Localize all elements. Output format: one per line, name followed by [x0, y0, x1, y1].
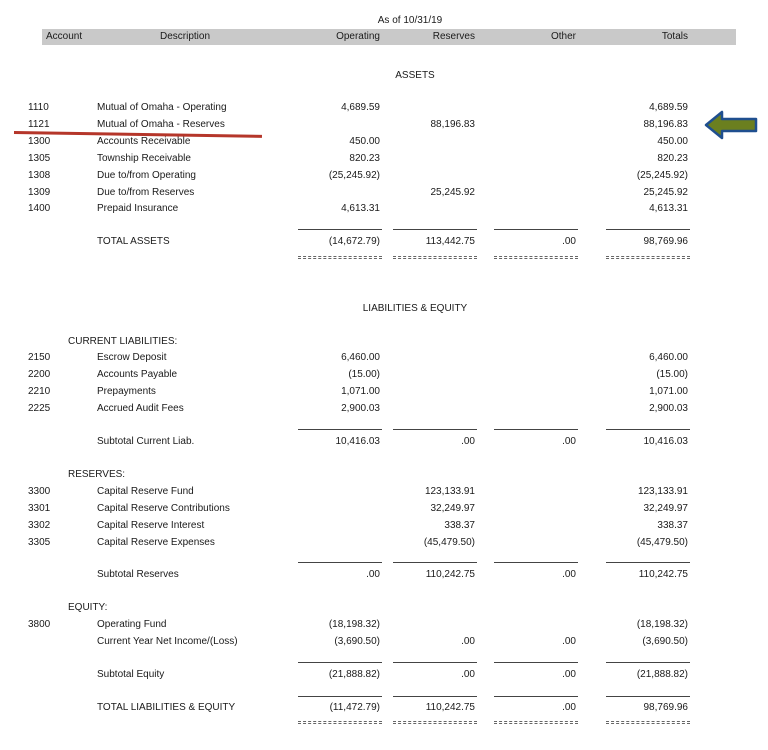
current-liab-row-tot: (15.00) [656, 369, 688, 380]
asset-row-acct: 1121 [28, 119, 50, 130]
subtotal-reserves-op: .00 [366, 569, 380, 580]
asset-row-desc: Due to/from Operating [97, 170, 196, 181]
equity-row-acct: 3800 [28, 619, 51, 630]
rule-line [494, 562, 578, 563]
asset-row-op: 4,613.31 [341, 203, 380, 214]
asset-row-tot: 4,689.59 [649, 102, 688, 113]
total-liab-equity-res: 110,242.75 [425, 702, 475, 713]
col-operating: Operating [336, 31, 380, 42]
subtotal-reserves-oth: .00 [562, 569, 576, 580]
asset-row-tot: (25,245.92) [636, 170, 688, 181]
equity-row-tot: (18,198.32) [636, 619, 688, 630]
asset-row-desc: Prepaid Insurance [97, 203, 179, 214]
current-liab-row-op: (15.00) [348, 369, 380, 380]
double-rule [298, 256, 382, 259]
rule-line [298, 696, 382, 697]
current-liab-row-desc: Accounts Payable [97, 369, 178, 380]
total-liab-equity-tot: 98,769.96 [643, 702, 688, 713]
reserves-row-desc: Capital Reserve Fund [97, 486, 194, 497]
reserves-row-desc: Capital Reserve Interest [97, 520, 205, 531]
asset-row-acct: 1400 [28, 203, 51, 214]
total-assets-oth: .00 [562, 236, 576, 247]
total-assets-res: 113,442.75 [425, 236, 475, 247]
rule-line [298, 562, 382, 563]
subtotal-current-liab-res: .00 [461, 436, 475, 447]
col-reserves: Reserves [432, 31, 475, 42]
assets-heading: ASSETS [395, 70, 435, 81]
total-liab-equity-oth: .00 [562, 702, 576, 713]
subtotal-reserves-res: 110,242.75 [425, 569, 475, 580]
liabilities-equity-heading: LIABILITIES & EQUITY [362, 303, 468, 314]
reserves-row-tot: (45,479.50) [636, 537, 688, 548]
col-other: Other [550, 31, 576, 42]
reserves-row-res: 338.37 [444, 520, 475, 531]
subtotal-equity-oth: .00 [562, 669, 576, 680]
subtotal-reserves-label: Subtotal Reserves [97, 569, 179, 580]
reserves-row-res: (45,479.50) [423, 537, 475, 548]
equity-row-tot: (3,690.50) [642, 636, 688, 647]
reserves-row-acct: 3305 [28, 537, 51, 548]
reserves-row-tot: 123,133.91 [637, 486, 688, 497]
total-liab-equity-op: (11,472.79) [329, 702, 380, 713]
as-of-date: As of 10/31/19 [377, 15, 443, 26]
rule-line [298, 229, 382, 230]
equity-row-op: (3,690.50) [334, 636, 380, 647]
asset-row-op: 450.00 [349, 136, 380, 147]
current-liab-row-acct: 2225 [28, 403, 51, 414]
asset-row-tot: 88,196.83 [643, 119, 688, 130]
subtotal-equity-tot: (21,888.82) [636, 669, 688, 680]
double-rule [606, 721, 690, 724]
double-rule [393, 721, 477, 724]
asset-row-desc: Accounts Receivable [97, 136, 191, 147]
asset-row-desc: Mutual of Omaha - Reserves [97, 119, 225, 130]
subtotal-current-liab-tot: 10,416.03 [643, 436, 688, 447]
subtotal-equity-label: Subtotal Equity [97, 669, 165, 680]
reserves-row-res: 32,249.97 [430, 503, 475, 514]
rule-line [393, 229, 477, 230]
rule-line [494, 429, 578, 430]
current-liab-row-tot: 1,071.00 [649, 386, 688, 397]
rule-line [298, 662, 382, 663]
rule-line [606, 429, 690, 430]
reserves-row-tot: 32,249.97 [643, 503, 688, 514]
rule-line [393, 662, 477, 663]
double-rule [606, 256, 690, 259]
total-assets-tot: 98,769.96 [643, 236, 688, 247]
subtotal-equity-op: (21,888.82) [328, 669, 380, 680]
current-liab-row-tot: 6,460.00 [649, 352, 688, 363]
asset-row-op: 820.23 [349, 153, 380, 164]
reserves-row-desc: Capital Reserve Expenses [97, 537, 215, 548]
subtotal-current-liab-op: 10,416.03 [335, 436, 380, 447]
reserves-row-acct: 3302 [28, 520, 51, 531]
equity-row-res: .00 [461, 636, 475, 647]
asset-row-tot: 25,245.92 [643, 187, 688, 198]
col-totals: Totals [661, 31, 688, 42]
equity-row-desc: Operating Fund [97, 619, 167, 630]
current-liabilities-heading: CURRENT LIABILITIES: [68, 336, 178, 347]
asset-row-desc: Township Receivable [97, 153, 191, 164]
subtotal-current-liab-oth: .00 [562, 436, 576, 447]
rule-line [606, 696, 690, 697]
current-liab-row-tot: 2,900.03 [649, 403, 688, 414]
asset-row-res: 88,196.83 [430, 119, 475, 130]
asset-row-tot: 450.00 [657, 136, 688, 147]
current-liab-row-acct: 2150 [28, 352, 51, 363]
asset-row-op: (25,245.92) [328, 170, 380, 181]
current-liab-row-desc: Escrow Deposit [97, 352, 167, 363]
rule-line [606, 662, 690, 663]
current-liab-row-acct: 2210 [28, 386, 51, 397]
asset-row-acct: 1300 [28, 136, 51, 147]
left-arrow-icon [704, 110, 758, 140]
rule-line [494, 229, 578, 230]
rule-line [494, 696, 578, 697]
total-assets-label: TOTAL ASSETS [97, 236, 170, 247]
asset-row-acct: 1110 [28, 102, 49, 113]
subtotal-reserves-tot: 110,242.75 [638, 569, 688, 580]
asset-row-res: 25,245.92 [430, 187, 475, 198]
rule-line [606, 562, 690, 563]
asset-row-op: 4,689.59 [341, 102, 380, 113]
subtotal-equity-res: .00 [461, 669, 475, 680]
reserves-row-acct: 3301 [28, 503, 51, 514]
asset-row-tot: 4,613.31 [649, 203, 688, 214]
total-assets-op: (14,672.79) [328, 236, 380, 247]
asset-row-desc: Mutual of Omaha - Operating [97, 102, 227, 113]
asset-row-tot: 820.23 [657, 153, 688, 164]
reserves-row-acct: 3300 [28, 486, 51, 497]
double-rule [494, 721, 578, 724]
reserves-row-desc: Capital Reserve Contributions [97, 503, 230, 514]
equity-heading: EQUITY: [68, 602, 108, 613]
asset-row-acct: 1305 [28, 153, 51, 164]
current-liab-row-desc: Accrued Audit Fees [97, 403, 184, 414]
rule-line [606, 229, 690, 230]
rule-line [494, 662, 578, 663]
current-liab-row-desc: Prepayments [97, 386, 156, 397]
rule-line [393, 696, 477, 697]
current-liab-row-acct: 2200 [28, 369, 51, 380]
equity-row-oth: .00 [562, 636, 576, 647]
equity-row-desc: Current Year Net Income/(Loss) [97, 636, 238, 647]
subtotal-current-liab-label: Subtotal Current Liab. [97, 436, 195, 447]
reserves-row-tot: 338.37 [657, 520, 688, 531]
col-description: Description [159, 31, 211, 42]
rule-line [393, 429, 477, 430]
double-rule [494, 256, 578, 259]
asset-row-desc: Due to/from Reserves [97, 187, 195, 198]
double-rule [393, 256, 477, 259]
current-liab-row-op: 2,900.03 [341, 403, 380, 414]
asset-row-acct: 1309 [28, 187, 51, 198]
rule-line [393, 562, 477, 563]
equity-row-op: (18,198.32) [328, 619, 380, 630]
reserves-heading: RESERVES: [68, 469, 126, 480]
asset-row-acct: 1308 [28, 170, 51, 181]
rule-line [298, 429, 382, 430]
current-liab-row-op: 6,460.00 [341, 352, 380, 363]
current-liab-row-op: 1,071.00 [341, 386, 380, 397]
total-liab-equity-label: TOTAL LIABILITIES & EQUITY [97, 702, 236, 713]
col-account: Account [46, 31, 83, 42]
reserves-row-res: 123,133.91 [424, 486, 475, 497]
double-rule [298, 721, 382, 724]
